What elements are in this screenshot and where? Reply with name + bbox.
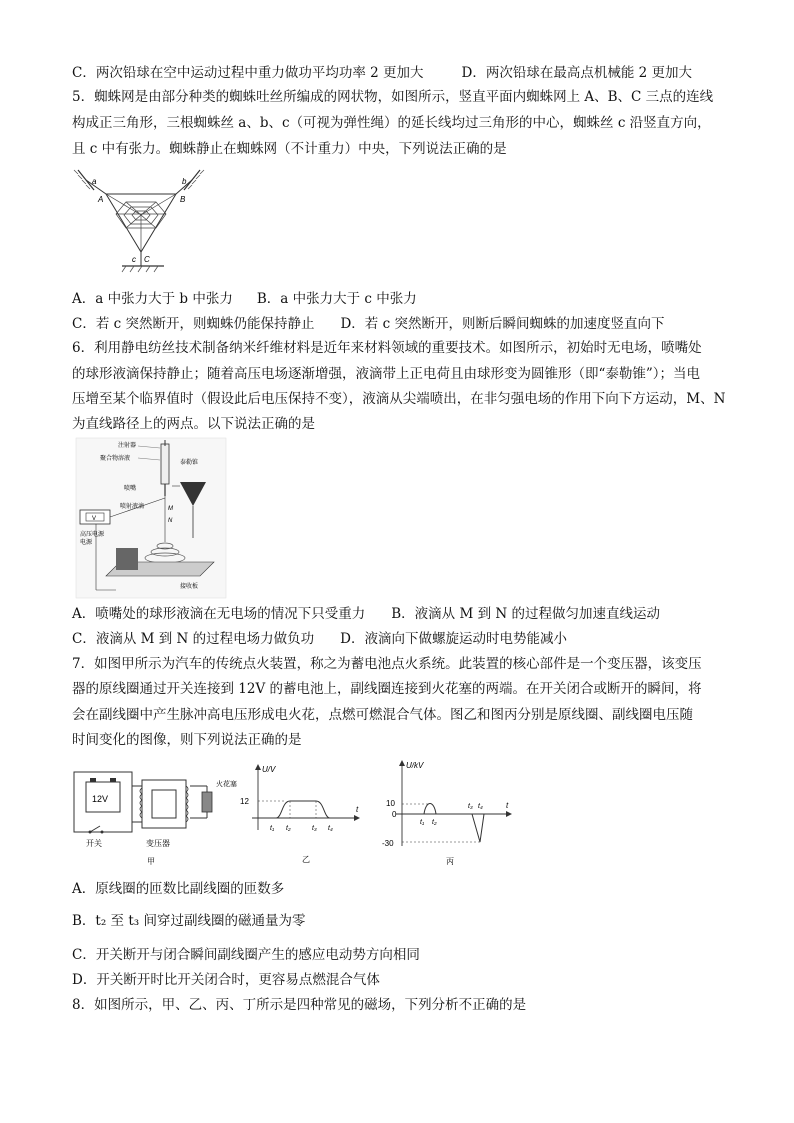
q4-options-cd — [72, 64, 692, 82]
q5-options-ab — [72, 290, 417, 308]
q6-options-ab — [72, 605, 660, 623]
q5-option-a: A．a 中张力大于 b 中张力 — [72, 291, 233, 307]
x-axis-label: t — [356, 805, 359, 814]
point-b-label: B — [180, 195, 186, 204]
t4-label: t₄ — [478, 803, 483, 810]
q5-stem-line3: 且 c 中有张力。蜘蛛静止在蜘蛛网（不计重力）中央，下列说法正确的是 — [72, 141, 507, 157]
q7-option-a: A．原线圈的匝数比副线圈的匝数多 — [72, 881, 285, 897]
q5-option-b: B．a 中张力大于 c 中张力 — [256, 291, 417, 307]
q7-stem-line4: 时间变化的图像，则下列说法正确的是 — [72, 732, 302, 748]
tick-10: 10 — [386, 799, 395, 808]
point-n-label: N — [168, 518, 173, 524]
nozzle-label: 喷嘴 — [124, 486, 137, 492]
q4-option-c: C．两次铅球在空中运动过程中重力做功平均功率 2 更加大 — [72, 65, 424, 81]
q8-stem-line1: 8．如图所示，甲、乙、丙、丁所示是四种常见的磁场，下列分析不正确的是 — [72, 997, 527, 1013]
q6-option-b: B．液滴从 M 到 N 的过程做匀加速直线运动 — [391, 606, 660, 622]
spark-plug-label: 火花塞 — [216, 781, 237, 788]
collector-label: 接收板 — [180, 584, 199, 590]
electrospinning-figure — [76, 438, 226, 598]
transformer-label: 变压器 — [146, 839, 170, 848]
t1-label: t₁ — [420, 819, 425, 826]
q6-stem-line2: 的球形液滴保持静止；随着高压电场逐渐增强，液滴带上正电荷且由球形变为圆锥形（即“泰勒锥”）；当电 — [72, 366, 701, 382]
q7-option-d: D．开关断开时比开关闭合时，更容易点燃混合气体 — [72, 972, 380, 988]
ignition-circuit-figure — [72, 764, 237, 868]
q6-stem-line3: 压增至某个临界值时（假设此后电压保持不变），液滴从尖端喷出，在非匀强电场的作用下向下方运动，M、N — [72, 391, 726, 407]
q5-option-c: C．若 c 突然断开，则蜘蛛仍能保持静止 — [72, 316, 315, 332]
q6-option-c: C．液滴从 M 到 N 的过程电场力做负功 — [72, 631, 315, 647]
point-m-label: M — [168, 506, 173, 512]
origin-label: 0 — [392, 810, 397, 819]
polymer-label: 聚合物溶液 — [100, 456, 131, 462]
y-axis-label: U/kV — [406, 761, 424, 770]
q7-option-b: B．t₂ 至 t₃ 间穿过副线圈的磁通量为零 — [72, 913, 306, 929]
q5-stem-line2: 构成正三角形，三根蜘蛛丝 a、b、c（可视为弹性绳）的延长线均过三角形的中心，蜘蛛丝 c 沿竖直方向， — [72, 115, 711, 131]
t3-label: t₃ — [468, 803, 473, 810]
voltmeter-label: V — [92, 516, 97, 522]
t2-label: t₂ — [432, 819, 437, 826]
q6-stem-line4: 为直线路径上的两点。以下说法正确的是 — [72, 416, 315, 432]
q7-option-c: C．开关断开与闭合瞬间副线圈产生的感应电动势方向相同 — [72, 947, 420, 963]
syringe-label: 注射器 — [118, 443, 137, 449]
thread-a-label: a — [92, 177, 97, 186]
t2-label: t₂ — [286, 825, 291, 832]
tick-12: 12 — [240, 797, 249, 806]
x-axis-label: t — [506, 801, 509, 810]
thread-c-label: c — [132, 255, 136, 264]
q5-stem-line1: 5．蜘蛛网是由部分种类的蜘蛛吐丝所编成的网状物，如图所示，竖直平面内蜘蛛网上 A、B、C 三点的连线 — [72, 89, 714, 105]
hv-label-2: 电源 — [80, 540, 93, 546]
hv-label: 高压电源 — [80, 532, 105, 538]
q7-stem-line2: 器的原线圈通过开关连接到 12V 的蓄电池上，副线圈连接到火花塞的两端。在开关闭合或断开的瞬间，将 — [72, 681, 702, 697]
primary-voltage-graph — [238, 760, 368, 868]
jet-label: 喷射液滴 — [120, 504, 145, 510]
y-axis-label: U/V — [262, 765, 276, 774]
q7-stem-line3: 会在副线圈中产生脉冲高电压形成电火花，点燃可燃混合气体。图乙和图丙分别是原线圈、副线圈电压随 — [72, 707, 693, 723]
q5-options-cd — [72, 315, 664, 333]
q4-option-d: D．两次铅球在最高点机械能 2 更加大 — [461, 65, 693, 81]
point-a-label: A — [98, 195, 104, 204]
q5-option-d: D．若 c 突然断开，则断后瞬间蜘蛛的加速度竖直向下 — [340, 316, 665, 332]
q6-option-a: A．喷嘴处的球形液滴在无电场的情况下只受重力 — [72, 606, 366, 622]
secondary-voltage-graph — [380, 756, 520, 868]
q6-stem-line1: 6．利用静电纺丝技术制备纳米纤维材料是近年来材料领域的重要技术。如图所示，初始时无电场，喷嘴处 — [72, 340, 702, 356]
q7-stem-line1: 7．如图甲所示为汽车的传统点火装置，称之为蓄电池点火系统。此装置的核心部件是一个变压器，该变压 — [72, 656, 702, 672]
fig-bing-caption: 丙 — [446, 857, 454, 866]
tick-minus-30: -30 — [382, 839, 394, 848]
q6-option-d: D．液滴向下做螺旋运动时电势能减小 — [340, 631, 567, 647]
battery-label: 12V — [92, 794, 109, 804]
switch-label: 开关 — [86, 839, 102, 848]
t3-label: t₃ — [312, 825, 317, 832]
spider-web-figure — [72, 162, 222, 277]
t1-label: t₁ — [270, 825, 275, 832]
fig-jia-caption: 甲 — [147, 857, 155, 866]
thread-b-label: b — [182, 177, 187, 186]
point-c-label: C — [144, 255, 150, 264]
t4-label: t₄ — [328, 825, 333, 832]
q6-options-cd — [72, 630, 567, 648]
fig-yi-caption: 乙 — [302, 855, 310, 864]
taylor-cone-label: 泰勒锥 — [180, 460, 199, 466]
